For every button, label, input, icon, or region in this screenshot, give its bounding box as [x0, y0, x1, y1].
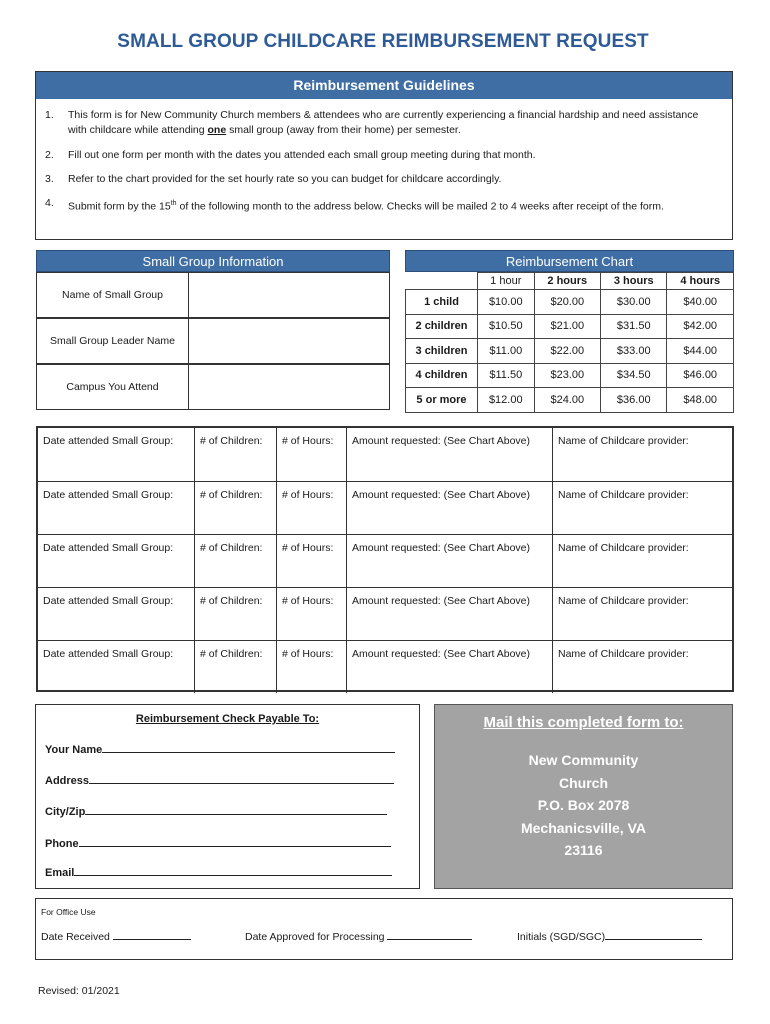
- check-payable-section: [35, 704, 420, 889]
- amount-requested-cell[interactable]: Amount requested: (See Chart Above): [346, 482, 552, 534]
- date-approved-field[interactable]: Date Approved for Processing: [245, 930, 472, 943]
- amount-requested-cell[interactable]: Amount requested: (See Chart Above): [346, 641, 552, 693]
- small-group-info-header: Small Group Information: [36, 250, 390, 272]
- num-children-cell[interactable]: # of Children:: [194, 428, 276, 481]
- date-received-field[interactable]: Date Received: [41, 930, 191, 943]
- city-zip-field[interactable]: City/Zip: [45, 804, 387, 818]
- num-children-cell[interactable]: # of Children:: [194, 482, 276, 534]
- mail-address-line: P.O. Box 2078: [537, 797, 630, 813]
- childcare-provider-cell[interactable]: Name of Childcare provider:: [552, 535, 732, 587]
- rate-table-header-row: [406, 273, 734, 290]
- rate-cell: $46.00: [667, 363, 734, 388]
- mail-address-line: Mechanicsville, VA: [520, 819, 646, 836]
- reimbursement-rate-table: [405, 272, 734, 413]
- rate-cell: $20.00: [534, 290, 600, 315]
- amount-requested-cell[interactable]: Amount requested: (See Chart Above): [346, 535, 552, 587]
- reimbursement-chart-header: Reimbursement Chart: [405, 250, 734, 272]
- num-hours-cell[interactable]: # of Hours:: [276, 428, 346, 481]
- small-group-name-input[interactable]: [188, 273, 389, 317]
- mail-address-line: Church: [559, 774, 608, 791]
- rate-cell: $44.00: [667, 339, 734, 364]
- rate-row: [406, 388, 734, 413]
- small-group-name-row: [36, 272, 390, 318]
- rate-table-corner: [406, 273, 478, 290]
- num-hours-cell[interactable]: # of Hours:: [276, 535, 346, 587]
- address-field[interactable]: Address: [45, 773, 394, 787]
- campus-input[interactable]: [188, 365, 389, 409]
- rate-cell: $33.00: [601, 339, 667, 364]
- num-children-cell[interactable]: # of Children:: [194, 588, 276, 640]
- num-hours-cell[interactable]: # of Hours:: [276, 641, 346, 693]
- attendance-grid: [36, 426, 734, 692]
- attendance-row: [38, 481, 732, 534]
- campus-row: [36, 364, 390, 410]
- rate-column-header: 4 hours: [667, 273, 734, 290]
- date-attended-cell[interactable]: Date attended Small Group:: [43, 542, 174, 554]
- rate-column-header: 3 hours: [601, 273, 667, 290]
- mail-to-section: [434, 704, 733, 889]
- rate-cell: $48.00: [667, 388, 734, 413]
- rate-cell: $11.50: [478, 363, 535, 388]
- guideline-text: Submit form by the 15th of the following month to the address below. Checks will be mailed 2 to 4 weeks after receipt of the form.: [68, 200, 664, 213]
- campus-label: Campus You Attend: [66, 381, 159, 393]
- emphasis-one: one: [207, 124, 227, 136]
- your-name-field[interactable]: Your Name: [45, 742, 395, 756]
- rate-row-label: 2 children: [406, 314, 478, 339]
- guideline-text: Fill out one form per month with the dates you attended each small group meeting during that month.: [68, 149, 536, 161]
- email-field[interactable]: Email: [45, 865, 392, 879]
- leader-name-label: Small Group Leader Name: [50, 335, 175, 347]
- attendance-row: [38, 534, 732, 587]
- page-title: SMALL GROUP CHILDCARE REIMBURSEMENT REQUEST: [117, 31, 649, 52]
- rate-row: [406, 290, 734, 315]
- rate-cell: $40.00: [667, 290, 734, 315]
- attendance-row: [38, 640, 732, 693]
- date-attended-cell[interactable]: Date attended Small Group:: [43, 489, 174, 501]
- rate-row: [406, 339, 734, 364]
- guideline-number: 1.: [45, 109, 54, 121]
- guideline-text: This form is for New Community Church members & attendees who are currently experiencing a financial hardship and need assistance with childcare while attending one small group (away from their home) per semester.: [68, 109, 699, 136]
- rate-row-label: 5 or more: [406, 388, 478, 413]
- mail-address: [435, 749, 732, 862]
- rate-column-header: 1 hour: [478, 273, 535, 290]
- guideline-number: 2.: [45, 149, 54, 161]
- rate-cell: $30.00: [601, 290, 667, 315]
- amount-requested-cell[interactable]: Amount requested: (See Chart Above): [346, 588, 552, 640]
- guideline-number: 4.: [45, 197, 54, 209]
- childcare-provider-cell[interactable]: Name of Childcare provider:: [552, 482, 732, 534]
- rate-column-header: 2 hours: [534, 273, 600, 290]
- initials-field[interactable]: Initials (SGD/SGC): [517, 930, 702, 943]
- rate-cell: $22.00: [534, 339, 600, 364]
- rate-cell: $21.00: [534, 314, 600, 339]
- rate-cell: $10.50: [478, 314, 535, 339]
- num-hours-cell[interactable]: # of Hours:: [276, 588, 346, 640]
- rate-row: [406, 314, 734, 339]
- rate-cell: $42.00: [667, 314, 734, 339]
- rate-cell: $36.00: [601, 388, 667, 413]
- amount-requested-cell[interactable]: Amount requested: (See Chart Above): [346, 428, 552, 481]
- guideline-number: 3.: [45, 173, 54, 185]
- attendance-row: [38, 587, 732, 640]
- leader-name-input[interactable]: [188, 319, 389, 363]
- office-use-title: For Office Use: [41, 907, 96, 917]
- rate-cell: $10.00: [478, 290, 535, 315]
- mail-to-title: Mail this completed form to:: [483, 714, 684, 731]
- small-group-name-label: Name of Small Group: [62, 289, 163, 301]
- check-payable-title: Reimbursement Check Payable To:: [135, 713, 320, 725]
- mail-address-line: New Community: [528, 752, 639, 768]
- childcare-provider-cell[interactable]: Name of Childcare provider:: [552, 588, 732, 640]
- guidelines-header: Reimbursement Guidelines: [36, 72, 732, 99]
- rate-cell: $11.00: [478, 339, 535, 364]
- childcare-provider-cell[interactable]: Name of Childcare provider:: [552, 428, 732, 481]
- rate-row-label: 4 children: [406, 363, 478, 388]
- guidelines-section: [35, 71, 733, 240]
- rate-row-label: 1 child: [406, 290, 478, 315]
- rate-cell: $12.00: [478, 388, 535, 413]
- num-children-cell[interactable]: # of Children:: [194, 641, 276, 693]
- rate-row-label: 3 children: [406, 339, 478, 364]
- childcare-provider-cell[interactable]: Name of Childcare provider:: [552, 641, 732, 693]
- attendance-row: [38, 428, 732, 481]
- leader-name-row: [36, 318, 390, 364]
- date-attended-cell[interactable]: Date attended Small Group:: [43, 435, 174, 447]
- rate-cell: $31.50: [601, 314, 667, 339]
- rate-cell: $23.00: [534, 363, 600, 388]
- office-use-section: [35, 898, 733, 960]
- rate-cell: $24.00: [534, 388, 600, 413]
- date-attended-cell[interactable]: Date attended Small Group:: [43, 595, 174, 607]
- num-hours-cell[interactable]: # of Hours:: [276, 482, 346, 534]
- mail-address-line: 23116: [564, 842, 603, 858]
- revised-date: Revised: 01/2021: [38, 985, 120, 997]
- rate-row: [406, 363, 734, 388]
- phone-field[interactable]: Phone: [45, 836, 391, 850]
- rate-cell: $34.50: [601, 363, 667, 388]
- guideline-text: Refer to the chart provided for the set hourly rate so you can budget for childcare accordingly.: [68, 173, 502, 185]
- date-attended-cell[interactable]: Date attended Small Group:: [43, 648, 174, 660]
- num-children-cell[interactable]: # of Children:: [194, 535, 276, 587]
